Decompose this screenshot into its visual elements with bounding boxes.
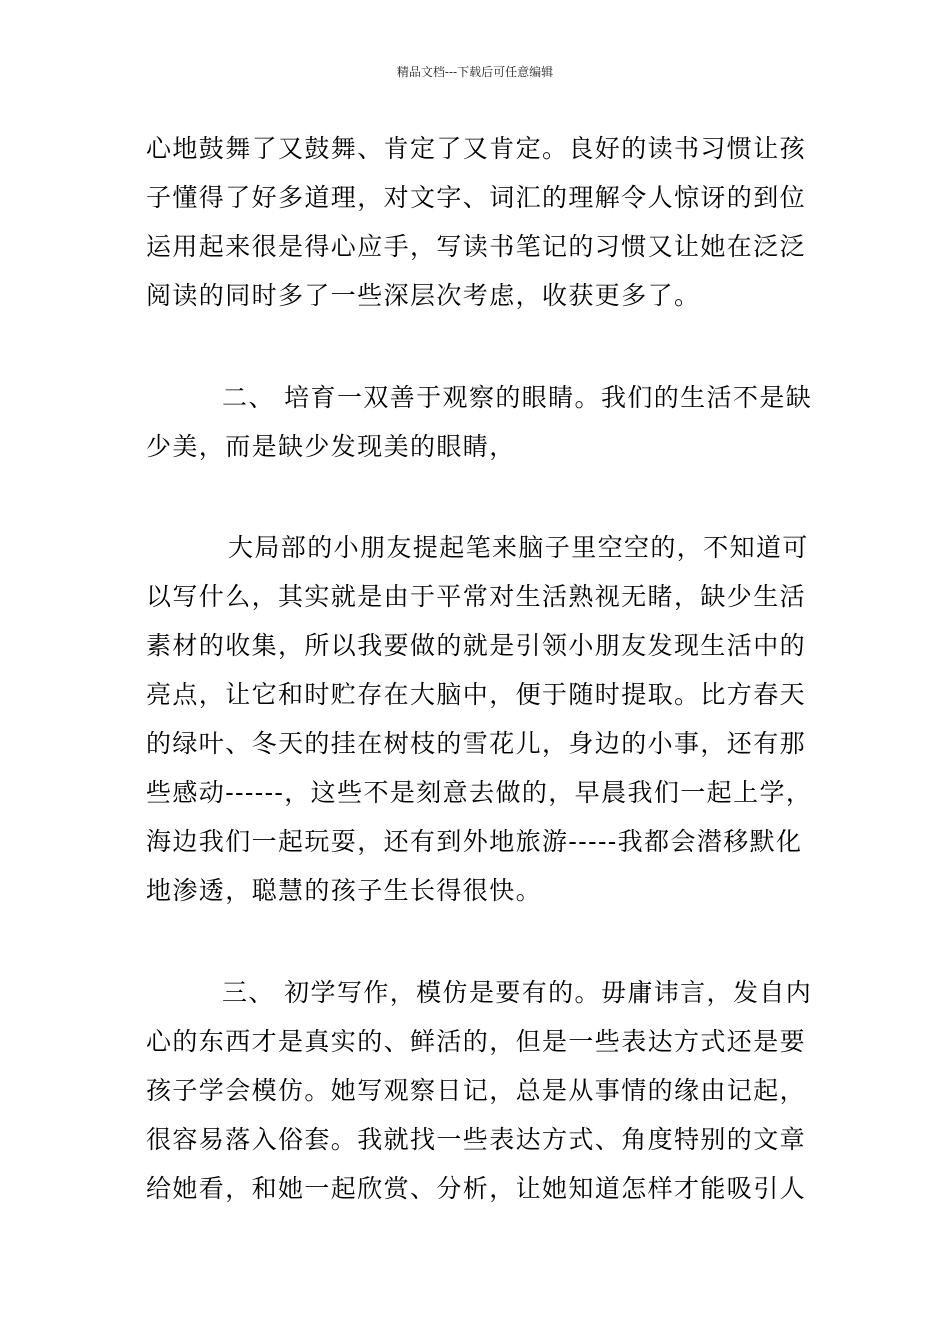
paragraph-4-line-5: 给她看，和她一起欣赏、分析，让她知道怎样才能吸引人 xyxy=(146,1174,807,1203)
paragraph-1-line-1: 心地鼓舞了又鼓舞、肯定了又肯定。良好的读书习惯让孩 xyxy=(146,134,807,163)
paragraph-3-line-6: 些感动------，这些不是刻意去做的，早晨我们一起上学， xyxy=(146,778,813,807)
page-header: 精品文档---下载后可任意编辑 xyxy=(396,65,554,79)
paragraph-1-line-2: 子懂得了好多道理，对文字、词汇的理解令人惊讶的到位 xyxy=(146,183,807,212)
paragraph-4-line-3: 孩子学会模仿。她写观察日记，总是从事情的缘由记起， xyxy=(146,1076,807,1105)
paragraph-3-line-2: 以写什么，其实就是由于平常对生活熟视无睹，缺少生活 xyxy=(146,582,807,611)
paragraph-2-line-1: 二、 培育一双善于观察的眼睛。我们的生活不是缺 xyxy=(222,383,813,412)
paragraph-4-line-1: 三、 初学写作，模仿是要有的。毋庸讳言，发自内 xyxy=(222,978,813,1007)
paragraph-4-line-2: 心的东西才是真实的、鲜活的，但是一些表达方式还是要 xyxy=(146,1027,807,1056)
paragraph-1-line-4: 阅读的同时多了一些深层次考虑，收获更多了。 xyxy=(146,281,701,310)
paragraph-3-line-1: 大局部的小朋友提起笔来脑子里空空的，不知道可 xyxy=(228,533,809,562)
paragraph-3-line-5: 的绿叶、冬天的挂在树枝的雪花儿，身边的小事，还有那 xyxy=(146,729,807,758)
paragraph-3-line-4: 亮点，让它和时贮存在大脑中，便于随时提取。比方春天 xyxy=(146,680,807,709)
paragraph-1-line-3: 运用起来很是得心应手，写读书笔记的习惯又让她在泛泛 xyxy=(146,232,807,261)
paragraph-3-line-7: 海边我们一起玩耍，还有到外地旅游-----我都会潜移默化 xyxy=(146,827,803,856)
paragraph-2-line-2: 少美，而是缺少发现美的眼睛， xyxy=(146,432,516,461)
paragraph-3-line-3: 素材的收集，所以我要做的就是引领小朋友发现生活中的 xyxy=(146,631,807,660)
paragraph-3-line-8: 地渗透，聪慧的孩子生长得很快。 xyxy=(146,876,543,905)
paragraph-4-line-4: 很容易落入俗套。我就找一些表达方式、角度特别的文章 xyxy=(146,1125,807,1154)
